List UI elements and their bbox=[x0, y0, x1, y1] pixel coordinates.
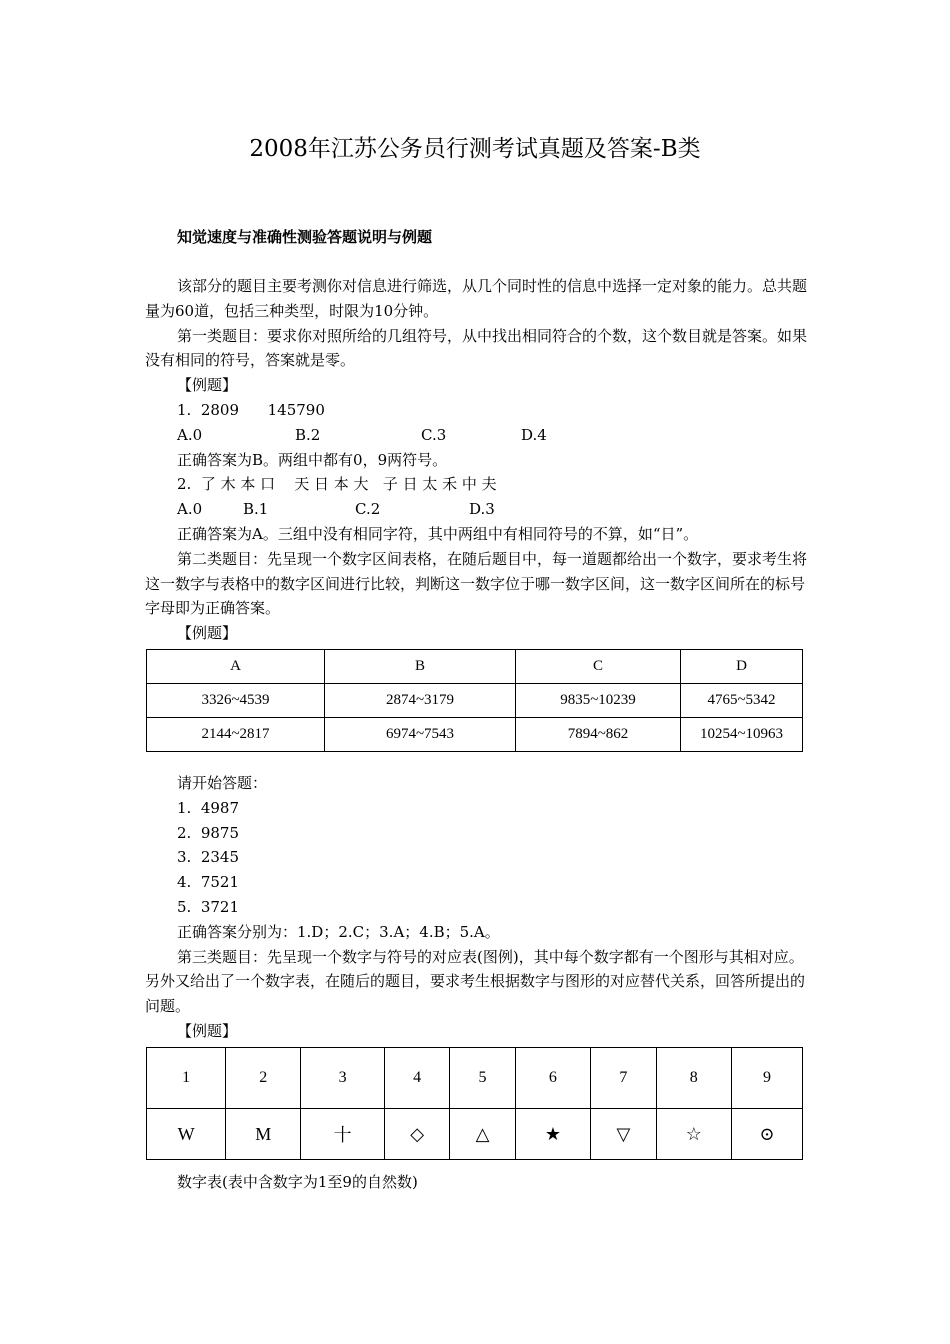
type3-paragraph: 第三类题目：先呈现一个数字与符号的对应表(图例)，其中每个数字都有一个图形与其相对应。另外又给出了一个数字表，在随后的题目，要求考生根据数字与图形的对应替代关系，回答所提出的问题。 bbox=[145, 947, 806, 1016]
digit-table-section bbox=[145, 1170, 807, 1195]
header-cell: D bbox=[681, 650, 803, 684]
start-label: 请开始答题： bbox=[177, 774, 268, 792]
section-body bbox=[145, 274, 807, 646]
range-table bbox=[146, 649, 803, 752]
table-cell: 9835~10239 bbox=[516, 684, 681, 718]
option-b: B.1 bbox=[243, 500, 269, 519]
question-item: 1. 4987 bbox=[177, 798, 240, 817]
table-cell: 3326~4539 bbox=[147, 684, 325, 718]
example-label: 【例题】 bbox=[177, 1021, 238, 1040]
number-cell: 9 bbox=[732, 1048, 803, 1109]
table-cell: 7894~862 bbox=[516, 718, 681, 752]
table-header-row bbox=[147, 650, 803, 684]
question-item: 2. 9875 bbox=[177, 823, 240, 842]
intro-paragraph: 该部分的题目主要考测你对信息进行筛选，从几个同时性的信息中选择一定对象的能力。总共题量为60道，包括三种类型，时限为10分钟。 bbox=[145, 277, 808, 320]
question-item: 3. 2345 bbox=[177, 848, 240, 867]
questions-section bbox=[145, 771, 807, 1044]
number-cell: 6 bbox=[515, 1048, 591, 1109]
example1-answer: 正确答案为B。两组中都有0，9两符号。 bbox=[177, 450, 448, 469]
table-row bbox=[147, 718, 803, 752]
symbol-cell: ☆ bbox=[656, 1109, 732, 1160]
example1-question: 1. 2809 145790 bbox=[177, 400, 325, 419]
option-a: A.0 bbox=[177, 500, 203, 519]
section-subtitle: 知觉速度与准确性测验答题说明与例题 bbox=[177, 228, 433, 246]
example2-answer: 正确答案为A。三组中没有相同字符，其中两组中有相同符号的不算，如“日”。 bbox=[177, 524, 699, 543]
type1-paragraph: 第一类题目：要求你对照所给的几组符号，从中找出相同符合的个数，这个数目就是答案。如果没有相同的符号，答案就是零。 bbox=[145, 326, 808, 370]
example-label: 【例题】 bbox=[177, 624, 238, 643]
option-b: B.2 bbox=[295, 425, 321, 444]
symbol-cell: △ bbox=[450, 1109, 515, 1160]
header-cell: B bbox=[325, 650, 516, 684]
symbol-cell: 十 bbox=[301, 1109, 385, 1160]
table-cell: 6974~7543 bbox=[325, 718, 516, 752]
number-cell: 8 bbox=[656, 1048, 732, 1109]
number-cell: 2 bbox=[226, 1048, 301, 1109]
digit-table-note: 数字表(表中含数字为1至9的自然数) bbox=[177, 1173, 418, 1191]
symbol-cell: ⊙ bbox=[732, 1109, 803, 1160]
example-label: 【例题】 bbox=[177, 376, 238, 395]
number-cell: 4 bbox=[384, 1048, 449, 1109]
table-cell: 10254~10963 bbox=[681, 718, 803, 752]
header-cell: C bbox=[516, 650, 681, 684]
number-cell: 5 bbox=[450, 1048, 515, 1109]
question-item: 4. 7521 bbox=[177, 873, 240, 892]
table-row bbox=[147, 684, 803, 718]
example2-options bbox=[145, 497, 807, 522]
symbol-cell: ★ bbox=[515, 1109, 591, 1160]
symbols-row bbox=[147, 1109, 803, 1160]
option-c: C.2 bbox=[355, 500, 381, 519]
symbol-table bbox=[146, 1047, 803, 1160]
question-item: 5. 3721 bbox=[177, 897, 240, 916]
option-d: D.3 bbox=[469, 500, 495, 519]
numbers-row bbox=[147, 1048, 803, 1109]
symbol-cell: W bbox=[147, 1109, 226, 1160]
option-c: C.3 bbox=[421, 425, 447, 444]
option-d: D.4 bbox=[521, 425, 547, 444]
number-cell: 7 bbox=[591, 1048, 656, 1109]
example1-options bbox=[145, 423, 807, 448]
symbol-cell: ▽ bbox=[591, 1109, 656, 1160]
symbol-cell: ◇ bbox=[384, 1109, 449, 1160]
answers-line: 正确答案分别为：1.D；2.C；3.A；4.B；5.A。 bbox=[177, 922, 500, 941]
table-cell: 4765~5342 bbox=[681, 684, 803, 718]
header-cell: A bbox=[147, 650, 325, 684]
number-cell: 1 bbox=[147, 1048, 226, 1109]
type2-paragraph: 第二类题目：先呈现一个数字区间表格，在随后题目中，每一道题都给出一个数字，要求考生将这一数字与表格中的数字区间进行比较，判断这一数字位于哪一数字区间，这一数字区间所在的标号字母即为正确答案。 bbox=[145, 549, 808, 618]
symbol-cell: M bbox=[226, 1109, 301, 1160]
number-cell: 3 bbox=[301, 1048, 385, 1109]
document-title: 2008年江苏公务员行测考试真题及答案-B类 bbox=[249, 136, 701, 162]
option-a: A.0 bbox=[177, 425, 203, 444]
table-cell: 2874~3179 bbox=[325, 684, 516, 718]
table-cell: 2144~2817 bbox=[147, 718, 325, 752]
example2-question: 2. 了 木 本 口 天 日 本 大 子 日 太 禾 中 夫 bbox=[177, 475, 497, 494]
